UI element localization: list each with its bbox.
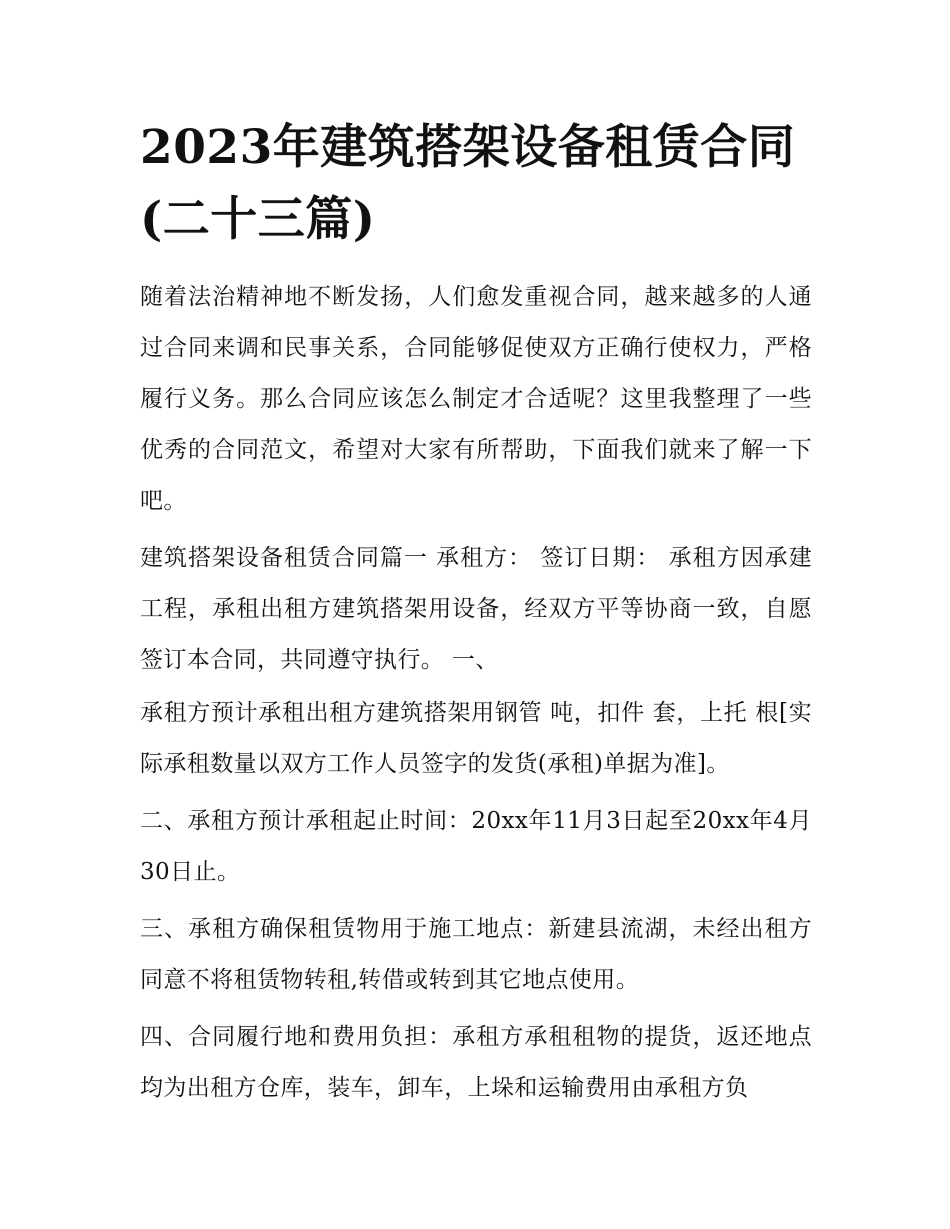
- clause-2-paragraph: 二、承租方预计承租起止时间：20xx年11月3日起至20xx年4月30日止。: [140, 808, 812, 885]
- title-line-2: (二十三篇): [140, 192, 376, 247]
- clause-3-paragraph: 三、承租方确保租赁物用于施工地点：新建县流湖，未经出租方同意不将租赁物转租,转借或转到其它地点使用。: [140, 916, 812, 993]
- intro-paragraph: 随着法治精神地不断发扬，人们愈发重视合同，越来越多的人通过合同来调和民事关系，合同能够促使双方正确行使权力，严格履行义务。那么合同应该怎么制定才合适呢？这里我整理了一些优秀的合同范文，希望对大家有所帮助，下面我们就来了解一下吧。: [140, 284, 812, 514]
- document-body: [140, 272, 812, 1114]
- document-page: [140, 112, 812, 1120]
- document-title: [140, 112, 812, 256]
- clause-1-paragraph: 承租方预计承租出租方建筑搭架用钢管 吨，扣件 套，上托 根[实际承租数量以双方工作人员签字的发货(承租)单据为准]。: [140, 700, 812, 777]
- title-line-1: 2023年建筑搭架设备租赁合同: [140, 120, 796, 175]
- contract-intro-paragraph: 建筑搭架设备租赁合同篇一 承租方： 签订日期： 承租方因承建 工程，承租出租方建筑搭架用设备，经双方平等协商一致，自愿签订本合同，共同遵守执行。 一、: [140, 545, 812, 673]
- clause-4-paragraph: 四、合同履行地和费用负担：承租方承租租物的提货，返还地点均为出租方仓库，装车，卸车，上垛和运输费用由承租方负: [140, 1024, 812, 1101]
